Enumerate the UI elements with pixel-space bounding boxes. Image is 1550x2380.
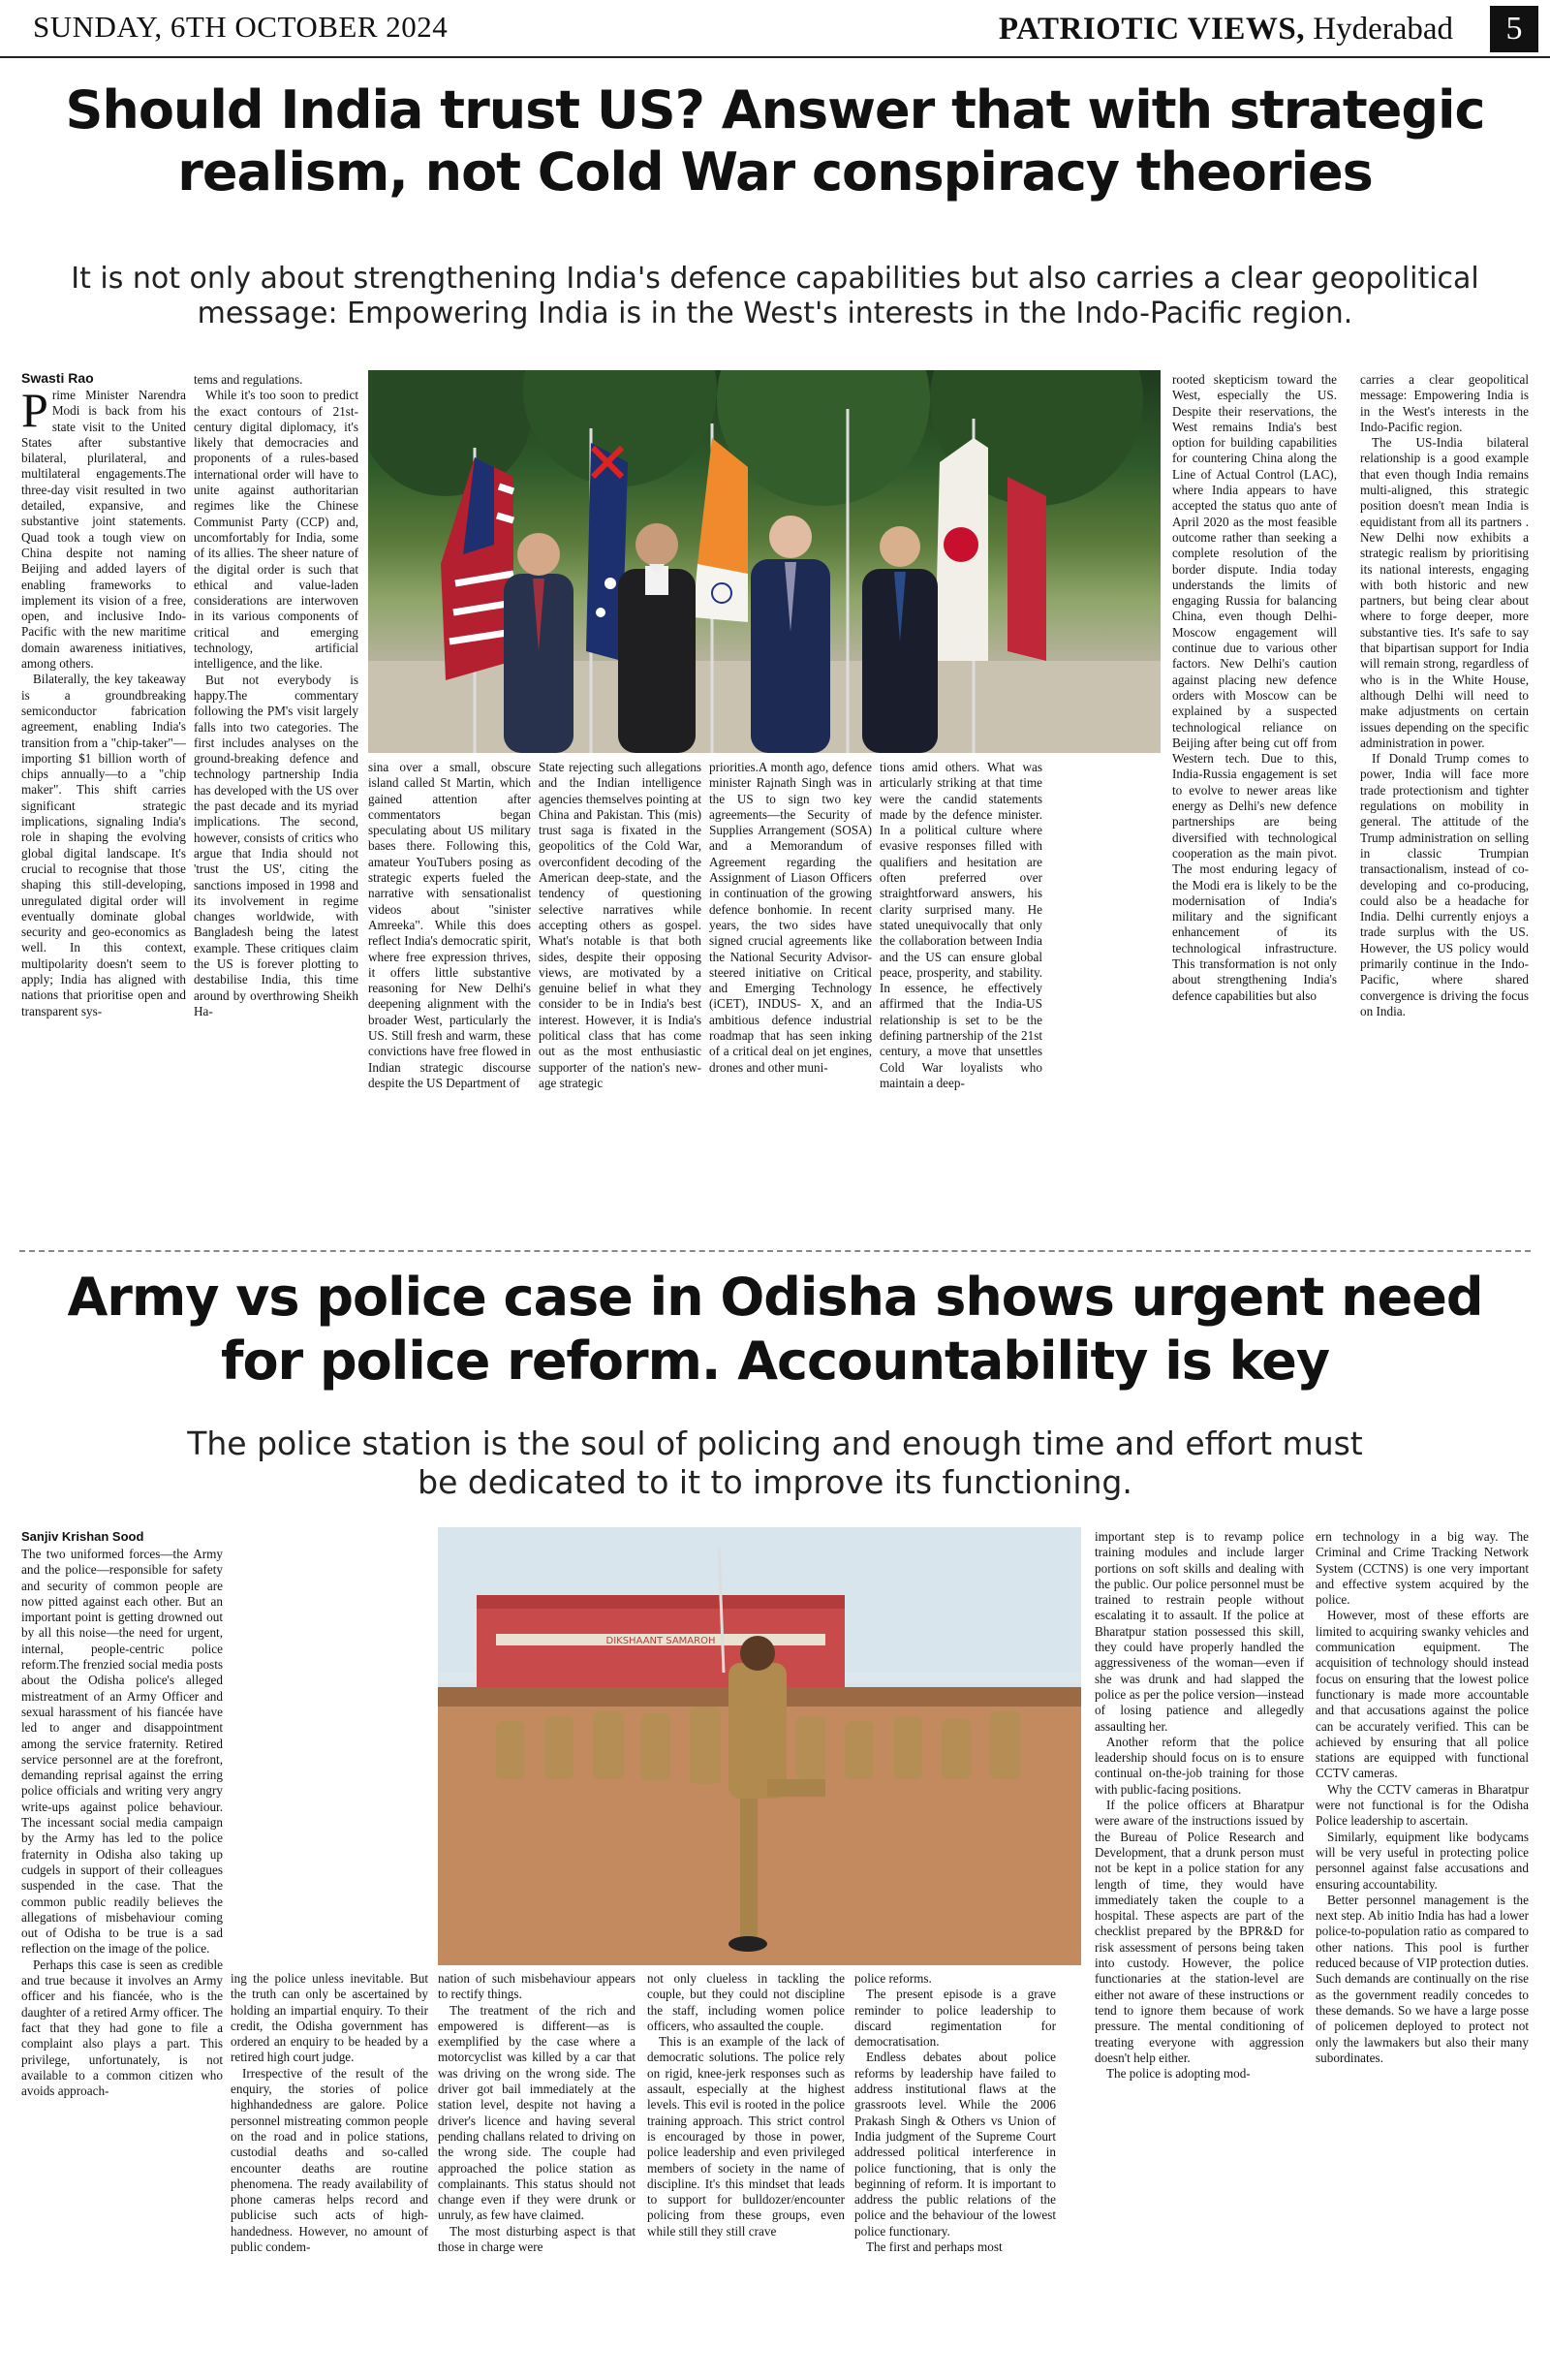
article2-col7-para1: ern technology in a big way. The Criminal and Crime Tracking Network System (CCTNS) is one very important and effective system acquired by the police.	[1316, 1529, 1529, 1608]
article1-column-3	[368, 760, 531, 1240]
article2-col1-para1: The two uniformed forces—the Army and the police—responsible for safety and security of common people are now pitted against each other. But an important point is getting drowned out by all this noise—the need for urgent, internal, people-centric police reform.The frenzied social media posts about the Odisha police's alleged mistreatment of an Army Officer and sexual harassment of his fiancée have led to anger and disappointment among the service fraternity. Retired service personnel are at the forefront, demanding reprisal against the erring police officials and writing very angry write-ups against police behaviour. The incessant social media campaign by the Army has led to the police fraternity in Odisha also taking up cudgels in support of their colleagues suspended in the case. That the common public readily believes the allegations of misbehaviour coming out of Odisha to be true is a sad reflection on the image of the police.	[21, 1547, 223, 1957]
article2-col3-para2: The treatment of the rich and empowered is different—as is exemplified by the case where a motorcyclist was killed by a car that was driving on the wrong side. The driver got bail immediately at the station level, despite not having a driver's licence and having several pending challans related to driving on the wrong side. The couple had approached the police station as complainants. This status should not change even if they were drunk or unruly, as few have claimed.	[438, 2002, 636, 2223]
article2-col5-para3: Endless debates about police reforms by leadership have failed to address institutional flaws at the grassroots level. While the 2006 Prakash Singh & Others vs Union of India judgment of the Supreme Court addressed political interference in police functioning, that is only the beginning of reform. It is important to address the public relations of the police and the behaviour of the lowest police functionary.	[854, 2050, 1056, 2239]
article1-col4-para1: State rejecting such allegations and the Indian intelligence agencies themselves pointing at China and Pakistan. This (mis) trust saga is fixated in the geopolitics of the Cold War, overconfident decoding of the American deep-state, and the tendency of questioning selective narratives while accepting others as gospel. What's notable is that both sides, despite their opposing views, are motivated by a genuine belief in what they consider to be in India's best interest. However, it is India's political class that has come out as the most enthusiastic supporter of the nation's new-age strategic	[539, 760, 701, 1090]
article1-deck-line2: message: Empowering India is in the West's interests in the Indo-Pacific region.	[197, 297, 1353, 330]
article2-col1-para2: Perhaps this case is seen as credible and true because it involves an Army officer and his fiancée, who is the daughter of a retired Army officer. The fact that they had gone to file a complaint also plays a part. This privilege, unfortunately, is not available to a common citizen who avoids approach-	[21, 1957, 223, 2099]
police-parade-photo	[438, 1527, 1081, 1965]
article2-deck-line1: The police station is the soul of policing and enough time and effort must	[187, 1425, 1363, 1462]
article1-col1-para1: rime Minister Narendra Modi is back from his state visit to the United States after substantive bilateral, plurilateral, and multilateral engagements.The three-day visit resulted in two detailed, expansive, and substantive joint statements. Quad took a tough view on China despite not naming Beijing and added layers of enabling frameworks to implement its vision of a free, open, and inclusive Indo-Pacific with the new maritime domain awareness initiatives, among others.	[21, 388, 186, 672]
article2-col5-para4: The first and perhaps most	[866, 2239, 1003, 2255]
article1-column-7	[1172, 372, 1337, 1240]
article2-byline: Sanjiv Krishan Sood	[21, 1529, 144, 1544]
article2-column-1	[21, 1547, 223, 2370]
dropcap: P	[21, 388, 48, 437]
article1-col8-para3: If Donald Trump comes to power, India will face more trade protectionism and tighter regulations on mobility in general. The attitude of the Trump administration on selling in classic Trumpian transactionalism, instead of co-developing and co-producing, could also be a headache for India. Delhi currently enjoys a trade surplus with the US. However, the US policy would primarily continue in the Indo-Pacific, where shared convergence is driving the focus on India.	[1360, 751, 1529, 1018]
article2-col7-para3: Why the CCTV cameras in Bharatpur were not functional is for the Odisha Police leadership to ascertain.	[1316, 1781, 1529, 1829]
article1-col6-para1: tions amid others. What was articularly striking at that time were the candid statements made by the defence minister. In a political culture where evasive responses filled with qualifiers and hesitation are often preferred over straightforward answers, his clarity surprised many. He stated unequivocally that only the collaboration between India and the US can ensure global peace, prosperity, and stability. In essence, he effectively affirmed that the India-US relationship is set to be the defining partnership of the 21st century, a move that unsettles Cold War loyalists who maintain a deep-	[880, 760, 1042, 1090]
paper-name	[999, 12, 1453, 47]
article2-col6-para3: If the police officers at Bharatpur were aware of the instructions issued by the Bureau of Police Research and Development, that a drunk person must not be kept in a police station for any length of time, they would have immediately taken the couple to a hospital. These aspects are part of the checklist prepared by the BPR&D for risk assessment of persons being taken into custody. However, the police functionaries at the station-level are either not aware of these instructions or tend to ignore them because of work pressure. The mental conditioning of treating everyone with aggression doesn't help either.	[1095, 1798, 1304, 2065]
article1-column-2	[194, 372, 358, 1240]
article2-col4-para1: not only clueless in tackling the couple, but they could not discipline the staff, including women police officers, who assaulted the couple.	[647, 1971, 845, 2033]
article1-byline: Swasti Rao	[21, 370, 94, 386]
article2-headline-line1: Army vs police case in Odisha shows urgent need	[67, 1267, 1483, 1328]
quad-leaders-illustration	[368, 370, 1161, 753]
article1-deck-line1: It is not only about strengthening India's defence capabilities but also carries a clear geopolitical	[71, 262, 1479, 296]
article2-col3-para3: The most disturbing aspect is that those in charge were	[438, 2223, 636, 2255]
article2-col2-para2: Irrespective of the result of the enquiry, the stories of police highhandedness are galore. Police personnel mistreating common people on the road and in police stations, custodial deaths and so-called encounter deaths are routine phenomena. The ready availability of phone cameras helps record and publicise such acts of high-handedness. However, no amount of public condem-	[231, 2065, 428, 2255]
paper-title: PATRIOTIC VIEWS,	[998, 12, 1305, 47]
article1-column-1	[21, 388, 186, 1240]
article2-col6-para4: The police is adopting mod-	[1106, 2066, 1251, 2082]
article1-col2-para3: But not everybody is happy.The commentary following the PM's visit largely falls into two categories. The first includes analyses on the ground-breaking defence and technology partnership India has developed with the US over the past decade and its myriad implications. The second, however, consists of critics who argue that India should not 'trust the US', citing the sanctions imposed in 1998 and its involvement in regime changes worldwide, with Bangladesh being the latest example. These critiques claim the US is forever plotting to destabilise India, this time around by overthrowing Sheikh Ha-	[194, 672, 358, 1018]
parade-banner-text: DIKSHAANT SAMAROH	[605, 1636, 716, 1646]
article1-column-8	[1360, 372, 1529, 1240]
article1-col5-para1: priorities.A month ago, defence minister Rajnath Singh was in the US to sign two key agreements—the Security of Supplies Arrangement (SOSA) and a Memorandum of Agreement regarding the Assignment of Liason Officers in continuation of the growing defence bonhomie. In recent years, the two sides have signed crucial agreements like the National Security Advisor-steered initiative on Critical and Emerging Technology (iCET), INDUS- X, and an ambitious defence industrial roadmap that has seen inking of a critical deal on jet engines, drones and other muni-	[709, 760, 872, 1075]
article1-col1-para2: Bilaterally, the key takeaway is a groundbreaking semiconductor fabrication agreement, enabling India's transition from a "chip-taker"—importing $1 billion worth of chips annually—to a "chip maker". This shift carries significant strategic implications, signaling India's role in shaping the evolving global digital landscape. It's crucial to recognise that those shaping this still-developing, unregulated digital order will eventually dominate global security and geo-economics as well. In this context, multipolarity doesn't seem to apply; India has aligned with nations that prioritise open and transparent sys-	[21, 672, 186, 1018]
article1-headline-line1: Should India trust US? Answer that with strategic	[65, 79, 1485, 141]
article1-col8-para1: carries a clear geopolitical message: Empowering India is in the West's interests in the Indo-Pacific region.	[1360, 372, 1529, 434]
article1-col2-para2: While it's too soon to predict the exact contours of 21st-century digital diplomacy, it's likely that democracies and proponents of a rules-based international order will have to unite against authoritarian regimes like the Chinese Communist Party (CCP) and, uncomfortably for India, some of its allies. The sheer nature of the digital order is such that ethical and value-laden considerations are interwoven in its various components of critical and emerging technology, artificial intelligence, and the like.	[194, 388, 358, 672]
article2-column-2	[231, 1971, 428, 2370]
article2-column-7	[1316, 1529, 1529, 2370]
article2-column-4	[647, 1971, 845, 2370]
article2-deck-line2: be dedicated to it to improve its functioning.	[418, 1463, 1132, 1501]
page-number: 5	[1490, 6, 1538, 52]
article1-col7-para1: rooted skepticism toward the West, especially the US. Despite their reservations, the West remains India's best option for building capabilities for countering China along the Line of Actual Control (LAC), where India appears to have accepted the status quo ante of April 2020 as the most feasible outcome rather than seeking a complete resolution of the border dispute. India today understands the limits of engaging Russia for balancing China, even though Delhi-Moscow engagement will continue due to various other factors. New Delhi's caution against placing new defence orders with Moscow can be explained by a suspected technological reliance on Beijing after being cut off from Western tech. Due to this, India-Russia engagement is set to evolve to newer areas like energy as Delhi's new defence partnerships are being diversified with technological cooperation as the main pivot. The most enduring legacy of the Modi era is likely to be the modernisation of India's military and the significant enhancement of its technological infrastructure. This transformation is not only about strengthening India's defence capabilities but also	[1172, 372, 1337, 1003]
article2-column-3	[438, 1971, 636, 2370]
article1-headline-line2: realism, not Cold War conspiracy theories	[177, 141, 1373, 203]
issue-date: SUNDAY, 6TH OCTOBER 2024	[33, 10, 449, 44]
article2-deck	[19, 1425, 1531, 1502]
article2-headline	[19, 1266, 1531, 1394]
article1-headline	[19, 79, 1531, 204]
article2-col6-para1: important step is to revamp police training modules and include larger portions on soft skills and dealing with the public. Our police personnel must be trained to restrain people without escalating it to assault. If the police at Bharatpur station possessed this skill, they could have properly handled the aggressiveness of the woman—even if she was drunk and had slapped the police as per the police version—instead of losing patience and allegedly assaulting her.	[1095, 1529, 1304, 1734]
article1-deck	[19, 262, 1531, 331]
article2-headline-line2: for police reform. Accountability is key	[220, 1331, 1330, 1392]
paper-city: Hyderabad	[1313, 12, 1453, 47]
article2-col3-para1: nation of such misbehaviour appears to rectify things.	[438, 1971, 636, 2002]
article1-column-4	[539, 760, 701, 1240]
article2-col7-para5: Better personnel management is the next step. Ab initio India has had a lower police-to-population ratio as compared to other nations. This pool is further reduced because of VIP protection duties. Such demands are continually on the rise as the government readily concedes to these demands. So we have a large posse of policemen deployed to protect not only the lawmakers but also their many subordinates.	[1316, 1892, 1529, 2065]
masthead	[0, 0, 1550, 58]
article2-col5-para2: The present episode is a grave reminder to police leadership to discard regimentation for democratisation.	[854, 1987, 1056, 2050]
article2-col2-para1: ing the police unless inevitable. But the truth can only be ascertained by holding an impartial enquiry. To their credit, the Odisha government has ordered an enquiry to be headed by a retired high court judge.	[231, 1971, 428, 2065]
article2-col7-para2: However, most of these efforts are limited to acquiring swanky vehicles and communication equipment. The acquisition of technology should instead focus on ensuring that the lowest police functionary is made more accountable and that accusations against the police can be accurately verified. This can be achieved by ensuring that all police stations are equipped with functional CCTV cameras.	[1316, 1608, 1529, 1781]
article1-col8-para2: The US-India bilateral relationship is a good example that even though India remains multi-aligned, this strategic position doesn't mean India is equidistant from all its partners . New Delhi now exhibits a strategic realism by prioritising its national interests, engaging with both historic and new partners, but being clear about where to forge deeper, more substantive ties. It's safe to say that bipartisan support for India will remain strong, regardless of who is in the White House, although Delhi will need to make adjustments on certain issues depending on the specific administration in power.	[1360, 435, 1529, 750]
quad-leaders-photo	[368, 370, 1161, 753]
article2-column-5	[854, 1971, 1056, 2370]
article1-column-5	[709, 760, 872, 1240]
section-divider	[19, 1250, 1531, 1252]
article1-col3-para1: sina over a small, obscure island called St Martin, which gained attention after commentators began speculating about US military bases there. Following this, amateur YouTubers posing as strategic experts fueled the narrative with sensationalist videos about "sinister Amreeka". While this does reflect India's democratic spirit, where free expression thrives, it offers little substantive reasoning for New Delhi's deepening alignment with the broader West, particularly the US. Still fresh and warm, these convictions have free flowed in Indian strategic discourse despite the US Department of	[368, 760, 531, 1090]
article2-col5-para1: police reforms.	[854, 1971, 932, 1986]
article2-col4-para2: This is an example of the lack of democratic solutions. The police rely on rigid, knee-jerk responses such as assault, especially at the highest levels. This evil is rooted in the police training approach. This strict control is encouraged by those in power, police leadership and even privileged members of society in the name of discipline. It's this mindset that leads to support for bulldozer/encounter policing from these groups, even while still they still crave	[647, 2034, 845, 2239]
article2-col7-para4: Similarly, equipment like bodycams will be very useful in protecting police personnel against false accusations and ensuring accountability.	[1316, 1829, 1529, 1892]
article1-col2-para1: tems and regulations.	[194, 372, 303, 387]
police-parade-illustration	[438, 1527, 1081, 1965]
article2-column-6	[1095, 1529, 1304, 2370]
article2-col6-para2: Another reform that the police leadership should focus on is to ensure continual on-the-job training for those with public-facing positions.	[1095, 1734, 1304, 1797]
article1-column-6	[880, 760, 1042, 1240]
